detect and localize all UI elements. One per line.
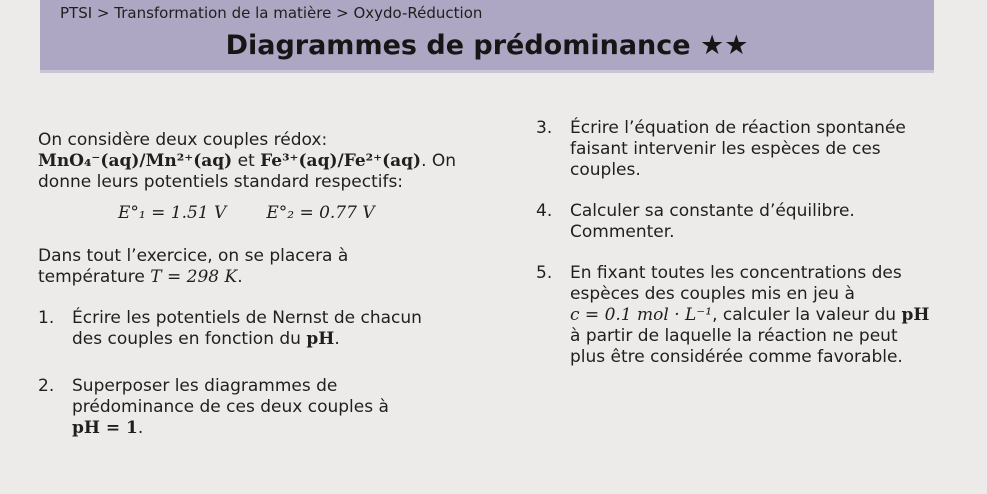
question-3 [536,118,956,181]
question-text: à partir de laquelle la réaction ne peut [570,326,898,346]
question-math: pH = 1 [72,418,138,438]
question-text: faisant intervenir les espèces de ces [570,139,881,159]
question-1 [38,308,498,350]
question-text: Écrire l’équation de réaction spontanée [570,118,906,138]
question-text: espèces des couples mis en jeu à [570,284,855,304]
temperature-suffix: . [237,267,243,287]
intro-on: . On [421,151,457,171]
temperature-value-line [38,267,498,288]
question-text: couples. [570,160,641,180]
question-2 [38,376,498,439]
question-text-part: . [334,329,340,349]
question-text: En fixant toutes les concentrations des [570,263,902,283]
temperature-prefix: température [38,267,151,287]
potential-e2: E°₂ = 0.77 V [266,203,375,223]
potentials-equations [118,203,498,224]
breadcrumb: PTSI > Transformation de la matière > Oxydo-Réduction [60,4,483,22]
question-text: Superposer les diagrammes de [72,376,338,396]
question-math: c = 0.1 mol · L⁻¹ [570,305,713,325]
temperature-value: T = 298 K [150,267,238,287]
intro-line: On considère deux couples rédox: [38,130,328,150]
couple-mno4-mn: MnO₄⁻(aq)/Mn²⁺(aq) [38,151,233,171]
question-math: pH [306,329,335,349]
question-number: 1. [38,308,55,328]
question-text-part: . [137,418,144,438]
question-text: Commenter. [570,222,675,242]
question-number: 3. [536,118,553,138]
question-text: plus être considérée comme favorable. [570,347,903,367]
question-number: 4. [536,201,553,221]
question-text: Calculer sa constante d’équilibre. [570,201,855,221]
question-5 [536,263,956,368]
question-text: prédominance de ces deux couples à [72,397,389,417]
question-text [72,418,498,439]
question-number: 2. [38,376,55,396]
couple-fe3-fe2: Fe³⁺(aq)/Fe²⁺(aq) [260,151,422,171]
question-4 [536,201,956,243]
temperature-line: Dans tout l’exercice, on se placera à [38,246,349,266]
header-banner [40,0,934,70]
question-text [72,329,498,350]
question-text [570,305,956,326]
question-number: 5. [536,263,553,283]
question-math: pH [901,305,930,325]
question-text: Écrire les potentiels de Nernst de chacun [72,308,422,328]
potentials-intro: donne leurs potentiels standard respectifs: [38,172,404,192]
intro-et: et [232,151,261,171]
question-text-part: des couples en fonction du [72,329,307,349]
left-column [38,130,498,439]
temperature-paragraph [38,246,498,288]
page-title: Diagrammes de prédominance ★★ [225,30,749,61]
right-column [536,118,956,368]
question-text-part: , calculer la valeur du [712,305,902,325]
potential-e1: E°₁ = 1.51 V [118,203,227,223]
couples-line [38,151,498,172]
